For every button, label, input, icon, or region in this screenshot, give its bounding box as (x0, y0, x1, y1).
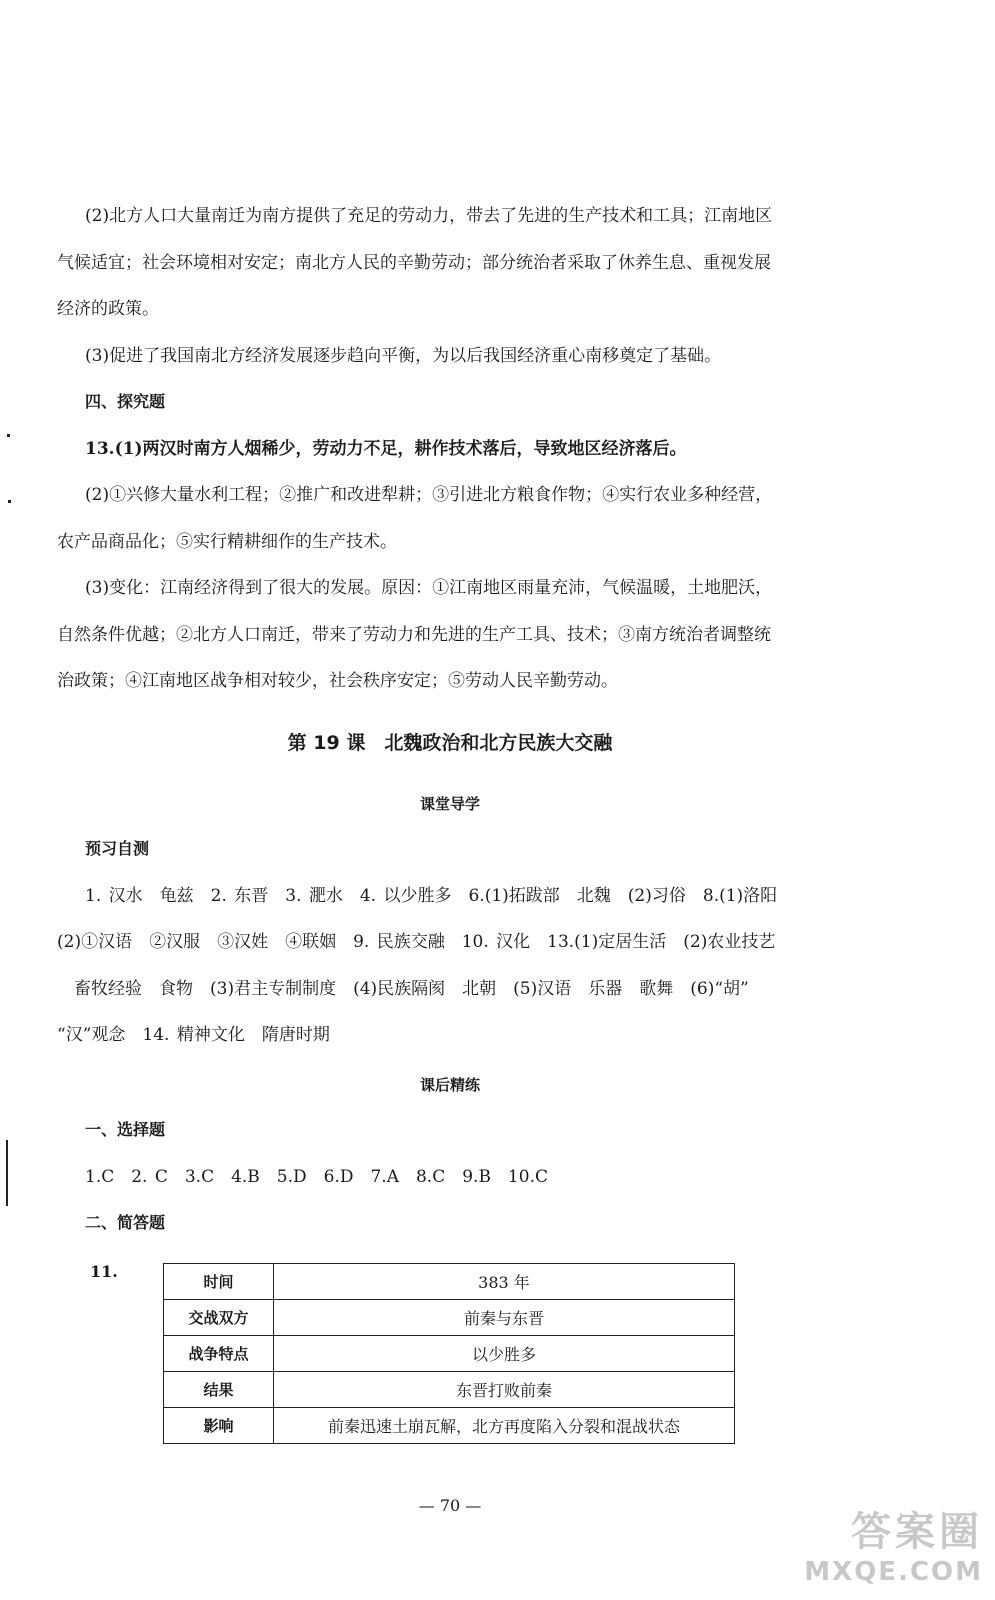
q13-p3-line2: 自然条件优越；②北方人口南迁，带来了劳动力和先进的生产工具、技术；③南方统治者调整统 (57, 624, 771, 645)
preview-heading: 预习自测 (85, 839, 150, 858)
preview-answers-line1: 1. 汉水 龟兹 2. 东晋 3. 淝水 4. 以少胜多 6.(1)拓跋部 北魏 (2)习俗 8.(1)洛阳 (85, 885, 778, 906)
table-value-result: 东晋打败前秦 (274, 1372, 735, 1408)
scan-dot (8, 500, 11, 503)
q13-p1 (57, 426, 857, 473)
scan-dot (7, 434, 10, 437)
q11-label: 11. (90, 1262, 118, 1281)
table-row (164, 1336, 735, 1372)
table-key-time: 时间 (164, 1264, 274, 1300)
table-value-impact: 前秦迅速土崩瓦解，北方再度陷入分裂和混战状态 (274, 1408, 735, 1444)
answer-block-top (57, 193, 857, 705)
table-row (164, 1408, 735, 1444)
scan-line-mark (6, 1140, 8, 1206)
q12-p2-line1: (2)北方人口大量南迁为南方提供了充足的劳动力，带去了先进的生产技术和工具；江南地区 (85, 206, 773, 226)
q13-p3-line3: 治政策；④江南地区战争相对较少，社会秩序安定；⑤劳动人民辛勤劳动。 (57, 671, 618, 691)
choice-answers: 1.C 2. C 3.C 4.B 5.D 6.D 7.A 8.C 9.B 10.C (85, 1166, 548, 1187)
preview-answers-line3: 畜牧经验 食物 (3)君主专制制度 (4)民族隔阂 北朝 (5)汉语 乐器 歌舞 (6)“胡” (57, 978, 749, 999)
table-key-feature: 战争特点 (164, 1336, 274, 1372)
table-row (164, 1300, 735, 1336)
preview-answers-line2: (2)①汉语 ②汉服 ③汉姓 ④联姻 9. 民族交融 10. 汉化 13.(1)定居生活 (2)农业技艺 (57, 932, 776, 952)
table-key-impact: 影响 (164, 1408, 274, 1444)
watermark-logo (713, 1500, 983, 1590)
preview-answers-line4: “汉”观念 14. 精神文化 隋唐时期 (57, 1025, 330, 1045)
table-value-sides: 前秦与东晋 (274, 1300, 735, 1336)
short-answer-heading: 二、简答题 (85, 1213, 166, 1232)
table-key-result: 结果 (164, 1372, 274, 1408)
table-value-time: 383 年 (274, 1264, 735, 1300)
explore-heading: 四、探究题 (85, 392, 166, 411)
preview-block (57, 826, 857, 1059)
q12-p2-line3: 经济的政策。 (57, 299, 159, 319)
q13-p2-line2: 农产品商品化；⑤实行精耕细作的生产技术。 (57, 531, 397, 552)
q13-p3-line1: (3)变化：江南经济得到了很大的发展。原因：①江南地区雨量充沛，气候温暖，土地肥沃， (85, 578, 773, 598)
q13-p2-line1: (2)①兴修大量水利工程；②推广和改进犁耕；③引进北方粮食作物；④实行农业多种经营， (85, 485, 773, 505)
q13-text: 13.(1)两汉时南方人烟稀少，劳动力不足，耕作技术落后，导致地区经济落后。 (85, 438, 687, 459)
watermark-bottom-text: MXQE.COM (804, 1557, 983, 1587)
lesson-title: 第 19 课 北魏政治和北方民族大交融 (287, 732, 613, 754)
watermark-top-text: 答案圈 (851, 1509, 983, 1555)
table-row (164, 1372, 735, 1408)
choice-heading: 一、选择题 (85, 1120, 166, 1139)
table-value-feature: 以少胜多 (274, 1336, 735, 1372)
classroom-heading: 课堂导学 (419, 795, 480, 813)
q11-table (163, 1263, 735, 1444)
after-class-heading: 课后精练 (419, 1076, 480, 1094)
q12-p3: (3)促进了我国南北方经济发展逐步趋向平衡，为以后我国经济重心南移奠定了基础。 (85, 345, 722, 366)
after-class-block (57, 1107, 857, 1247)
table-row (164, 1264, 735, 1300)
q12-p2-line2: 气候适宜；社会环境相对安定；南北方人民的辛勤劳动；部分统治者采取了休养生息、重视发展 (57, 252, 771, 273)
page-number: — 70 — (418, 1496, 482, 1515)
table-key-sides: 交战双方 (164, 1300, 274, 1336)
